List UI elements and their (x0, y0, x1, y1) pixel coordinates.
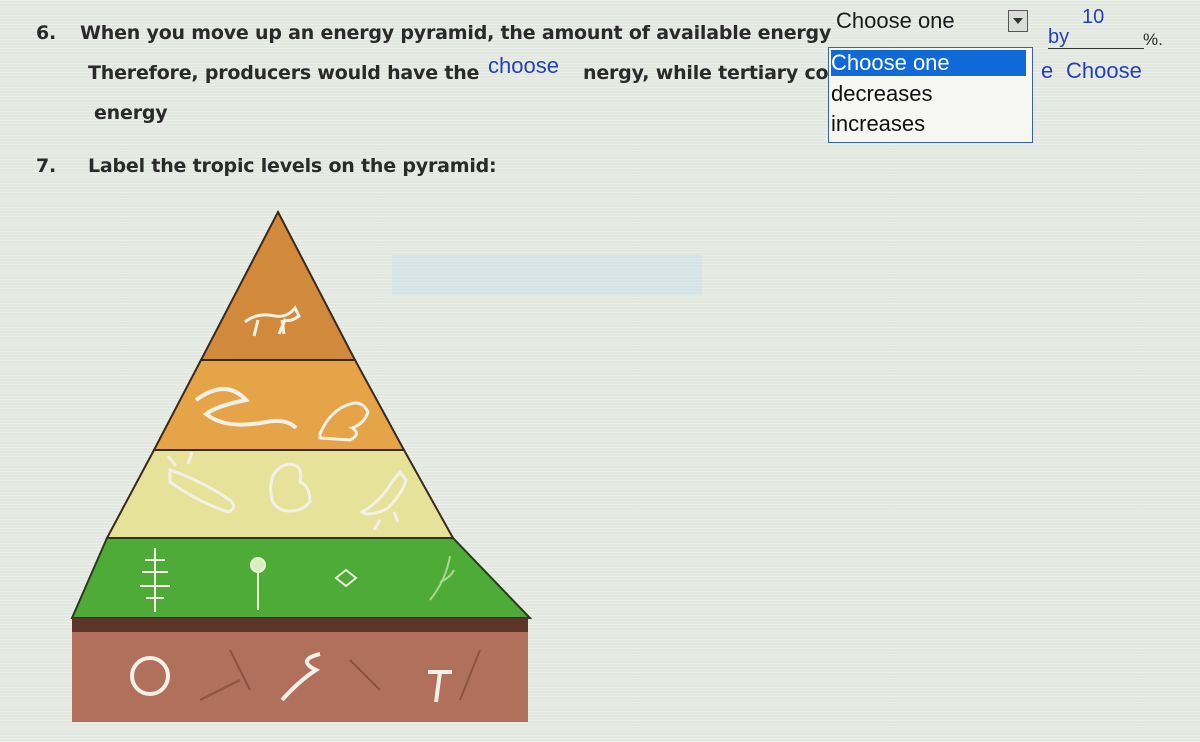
percent-sign: %. (1143, 30, 1163, 49)
right-select-value[interactable]: Choose (1066, 58, 1142, 83)
question-6-line2-start: Therefore, producers would have the (88, 62, 480, 84)
question-6-line1: When you move up an energy pyramid, the amount of available energy (80, 22, 832, 44)
pyramid-tier-secondary (154, 360, 404, 450)
question-6-line2-mid: nergy, while tertiary co (583, 62, 829, 84)
pyramid-soil-base (72, 618, 528, 722)
listbox-option-increases[interactable]: increases (831, 111, 926, 136)
listbox-option-decreases[interactable]: decreases (831, 81, 933, 106)
right-fragment: e (1041, 58, 1054, 83)
inline-select-value[interactable]: choose (488, 53, 559, 78)
by-label: by (1048, 26, 1144, 49)
top-select-value[interactable]: Choose one (836, 8, 955, 33)
question-7-number: 7. (36, 155, 57, 177)
question-6-number: 6. (36, 22, 57, 44)
pyramid-soil-top (72, 618, 528, 632)
pyramid-tier-producers (72, 538, 530, 618)
question-7-text: Label the tropic levels on the pyramid: (88, 155, 497, 177)
pyramid-tier-tertiary (201, 212, 355, 360)
question-6-line3: energy (94, 102, 168, 124)
percent-value[interactable]: 10 (1082, 6, 1105, 28)
listbox-option-choose-one[interactable]: Choose one (831, 50, 1026, 76)
